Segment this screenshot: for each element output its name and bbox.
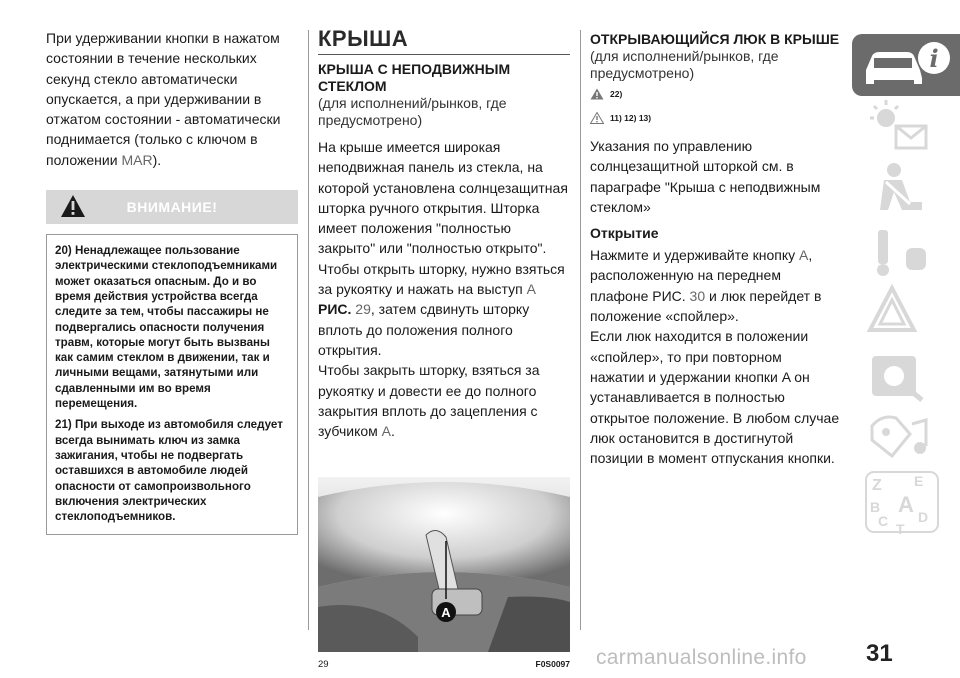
- column-middle: [318, 0, 570, 671]
- intro-end: ).: [152, 151, 162, 168]
- para3-ref-a: A: [381, 423, 392, 440]
- figure-caption: [318, 659, 570, 670]
- tab-seat-safety[interactable]: [852, 158, 960, 220]
- warning-ref-1: [590, 88, 840, 100]
- p1-ref-a: A: [799, 247, 809, 264]
- section-title: КРЫША: [318, 26, 570, 55]
- figure-number: 29: [318, 659, 329, 671]
- warning-item-21: 21) При выходе из автомобиля следует всегда вынимать ключ из замка зажигания, чтобы не подвергать оставшихся в автомобиле людей опасности от самопроизвольного включения электрических стеклоподъемников.: [55, 418, 283, 524]
- warning-ref-icon: [590, 88, 604, 100]
- svg-text:E: E: [914, 473, 924, 489]
- sunroof-note: (для исполнений/рынков, где предусмотрено): [590, 48, 779, 81]
- intro-text: При удерживании кнопки в нажатом состоянии в течение нескольких секунд стекло автоматически опускается, а при удерживании в отжатом состоянии - автоматически поднимается (только с ключом в положении: [46, 30, 281, 168]
- para2-end: , затем сдвинуть шторку вплоть до положения полного открытия.: [318, 301, 530, 358]
- fig-ref-label-30[interactable]: РИС.: [652, 287, 686, 304]
- roof-paragraph-3: [318, 360, 570, 441]
- tab-warning-lights[interactable]: [852, 96, 960, 158]
- index-icon: [852, 468, 960, 538]
- key-start-icon: [852, 220, 960, 282]
- p1-text-b: , расположенную на переднем плафоне: [590, 247, 813, 304]
- watermark: carmanualsonline.info: [596, 646, 807, 669]
- column-divider-1: [308, 30, 309, 630]
- page-number: 31: [866, 640, 893, 667]
- warning-ref-2: [590, 112, 840, 124]
- tab-car-info[interactable]: [852, 34, 960, 96]
- warning-header: [46, 190, 298, 224]
- roof-illustration: [318, 477, 570, 652]
- warning-item-20: 20) Ненадлежащее пользование электрическими стеклоподъемниками может оказаться опасным. До и во время действия устройства всегда следите за тем, чтобы пассажиры не подвергались опасности получения травм, которые могут быть вызваны как самим стеклом в движении, так и личными вещами, затянутыми или сдавленными им во время перемещения.: [55, 244, 278, 411]
- fig-ref-label[interactable]: РИС.: [318, 301, 352, 318]
- fig-ref-number[interactable]: 29: [355, 301, 371, 318]
- opening-paragraph-2: Если люк находится в положении «спойлер», то при повторном нажатии и удержании кнопки A он устанавливается в полностью открытое положение. В любом случае люк остановится в достигнутой позиции в момент отпускания кнопки.: [590, 328, 840, 467]
- tab-index[interactable]: [852, 468, 960, 538]
- tab-maintenance[interactable]: [852, 344, 960, 406]
- para3-end: .: [391, 423, 395, 440]
- fig-ref-number-30[interactable]: 30: [689, 287, 706, 304]
- warning-ref-numbers-2: 11) 12) 13): [610, 113, 652, 123]
- warning-triangle-icon: [852, 282, 960, 344]
- warning-title: ВНИМАНИЕ!: [126, 199, 218, 216]
- caution-ref-icon: [590, 112, 604, 124]
- intro-paragraph: [46, 28, 298, 170]
- warning-box: [46, 234, 298, 535]
- tab-emergency[interactable]: [852, 282, 960, 344]
- svg-text:D: D: [918, 509, 929, 525]
- chapter-sidebar: [852, 34, 960, 538]
- roof-paragraph-1: На крыше имеется широкая неподвижная панель из стекла, на которой установлена солнцезащитная шторка ручного открытия. Шторка имеет положения "полностью закрыто" или "полностью открыто".: [318, 139, 568, 257]
- seat-safety-icon: [852, 158, 960, 220]
- car-info-icon: [852, 34, 960, 96]
- column-right: [590, 0, 840, 468]
- mar-position: MAR: [121, 151, 153, 168]
- svg-text:A: A: [898, 492, 914, 517]
- warning-ref-numbers-1: 22): [610, 89, 623, 99]
- subsection-title: КРЫША С НЕПОДВИЖНЫМ СТЕКЛОМ: [318, 61, 511, 94]
- p1-text-c: и люк перейдет в положение «спойлер».: [590, 287, 822, 325]
- para2-ref-a: A: [526, 281, 536, 298]
- opening-heading: Открытие: [590, 225, 659, 242]
- tab-key-start[interactable]: [852, 220, 960, 282]
- p1-text: Нажмите и удерживайте кнопку: [590, 247, 796, 264]
- column-left: [46, 0, 298, 535]
- figure-callout-a: A: [441, 605, 451, 621]
- roof-paragraph-2: [318, 259, 570, 360]
- sunroof-title: ОТКРЫВАЮЩИЙСЯ ЛЮК В КРЫШЕ: [590, 31, 840, 47]
- subsection-note: (для исполнений/рынков, где предусмотрено): [318, 95, 507, 128]
- warning-lights-icon: [852, 96, 960, 158]
- svg-text:C: C: [878, 513, 889, 529]
- svg-text:i: i: [929, 44, 939, 73]
- svg-text:Z: Z: [872, 477, 882, 494]
- svg-text:B: B: [870, 499, 881, 515]
- para2-text: Чтобы открыть шторку, нужно взяться за рукоятку и нажать на выступ: [318, 260, 565, 298]
- multimedia-icon: [852, 406, 960, 468]
- opening-paragraph-1: [590, 245, 840, 326]
- tab-multimedia[interactable]: [852, 406, 960, 468]
- warning-triangle-icon: [60, 194, 86, 218]
- tools-icon: [852, 344, 960, 406]
- figure-code: F0S0097: [535, 659, 570, 670]
- column-divider-2: [580, 30, 581, 630]
- roof-figure: [318, 477, 570, 671]
- sunroof-guide: Указания по управлению солнцезащитной шторкой см. в параграфе "Крыша с неподвижным стеклом»: [590, 138, 821, 215]
- para3-text: Чтобы закрыть шторку, взяться за рукоятку и довести ее до полного закрытия вплоть до зацепления с зубчиком: [318, 362, 540, 440]
- svg-text:T: T: [896, 521, 905, 537]
